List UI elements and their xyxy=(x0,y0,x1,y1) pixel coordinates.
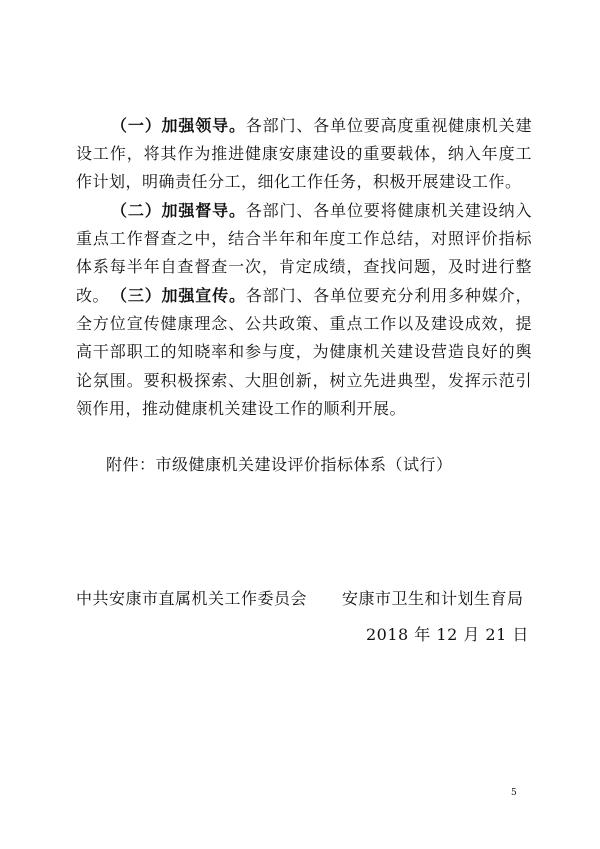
issue-date: 2018 年 12 月 21 日 xyxy=(366,625,529,644)
issuer-left: 中共安康市直属机关工作委员会 xyxy=(76,589,308,608)
section-3-paragraph xyxy=(76,282,532,423)
section-1-lead: （一）加强领导。 xyxy=(111,116,246,135)
page-number: 5 xyxy=(511,788,517,798)
section-1-body: 各部门、各单位要高度重视健康机关建设工作，将其作为推进健康安康建设的重要载体，纳入年度工作计划，明确责任分工，细化工作任务，积极开展建设工作。 xyxy=(76,116,532,192)
section-3-lead: （三）加强宣传。 xyxy=(111,286,246,305)
section-2-body: 各部门、各单位要将健康机关建设纳入重点工作督查之中，结合半年和年度工作总结，对照评价指标体系每半年自查督查一次，肯定成绩，查找问题，及时进行整改。 xyxy=(76,201,532,305)
issuer-right: 安康市卫生和计划生育局 xyxy=(342,589,524,608)
section-3-body: 各部门、各单位要充分利用多种媒介，全方位宣传健康理念、公共政策、重点工作以及建设成效，提高干部职工的知晓率和参与度，为健康机关建设营造良好的舆论氛围。要积极探索、大胆创新，树立先进典型，发挥示范引领作用，推动健康机关建设工作的顺利开展。 xyxy=(76,286,532,418)
attachment-note: 附件：市级健康机关建设评价指标体系（试行） xyxy=(106,455,453,474)
section-1-paragraph xyxy=(76,112,532,197)
section-2-lead: （二）加强督导。 xyxy=(111,201,246,220)
